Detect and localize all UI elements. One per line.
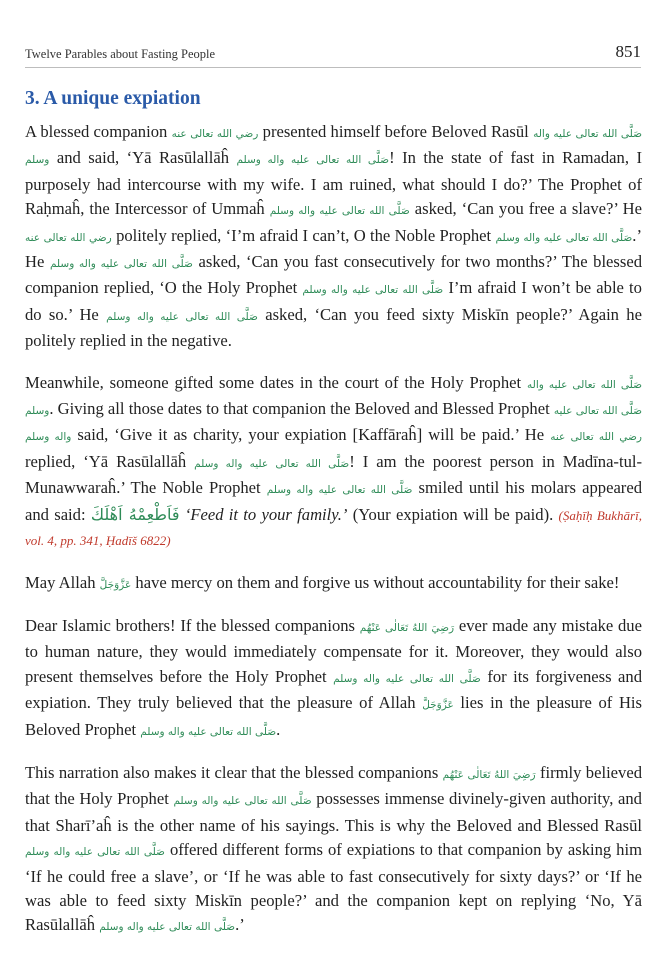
running-title: Twelve Parables about Fasting People: [25, 47, 216, 61]
honorific-radi-anhu: رضي الله تعالى عنه: [550, 431, 642, 444]
text-span: ever made any mistake due to human nature, they would immediately compensate for it. Moreover, they would also present themselves before the Holy Prophet: [25, 615, 642, 686]
text-span: I’m afraid I won’t be able to do so.’ He: [25, 278, 642, 324]
text-span: Dear Islamic brothers! If the blessed companions: [25, 615, 356, 635]
text-span: and said, ‘Yā Rasūlallāĥ: [56, 148, 230, 168]
honorific-salla: صَلَّى الله تعالى عليه واله وسلم: [194, 457, 350, 470]
text-span: May Allah: [25, 572, 96, 592]
hadith-reference: (Ṣaḥīḥ Bukhārī, vol. 4, pp. 341, Ḥadīš 6822): [25, 507, 642, 549]
text-span: asked, ‘Can you fast consecutively for two months?’ The blessed companion replied, ‘O the Holy Prophet: [25, 252, 642, 298]
honorific-salla: صَلَّى الله تعالى عليه واله وسلم: [106, 310, 258, 323]
honorific-salla: صَلَّى الله تعالى عليه واله وسلم: [25, 378, 642, 418]
text-span: replied, ‘Yā Rasūlallāĥ: [25, 451, 187, 471]
honorific-radi-anhum: رَضِيَ اللهُ تَعَالٰى عَنْهُم: [442, 768, 536, 781]
text-span: possesses immense divinely-given authority, and that Sharī’aĥ is the other name of his sayings. This is why the Beloved and Blessed Rasūl: [25, 789, 642, 835]
honorific-salla: صَلَّى الله تعالى عليه واله وسلم: [266, 484, 413, 497]
section-title: 3. A unique expiation: [25, 88, 201, 109]
text-span: Meanwhile, someone gifted some dates in the court of the Holy Prophet: [25, 372, 522, 392]
honorific-radi-anhu: رضي الله تعالى عنه: [171, 128, 259, 140]
text-span: ! In the state of fast in Ramadan, I purposely had intercourse with my wife. I am ruined, what should I do?’ The Prophet of Raḥmaĥ, the Intercessor of Ummaĥ: [25, 148, 642, 219]
text-span: . Giving all those dates to that companion the Beloved and Blessed Prophet: [49, 399, 550, 419]
text-span: This narration also makes it clear that the blessed companions: [25, 762, 439, 782]
page-number: 851: [615, 42, 641, 61]
paragraph-4: [25, 614, 642, 744]
text-span: ! I am the poorest person in Madīna-tul-Munawwaraĥ.’ The Noble Prophet: [25, 451, 642, 498]
text-span: have mercy on them and forgive us without accountability for their sake!: [135, 572, 620, 592]
honorific-salla: صَلَّى الله تعالى عليه واله وسلم: [173, 795, 312, 808]
honorific-salla: صَلَّى الله تعالى عليه واله وسلم: [25, 128, 642, 167]
text-span: .’: [235, 915, 245, 935]
text-span: offered different forms of expiations to that companion by asking him ‘If he could free a slave’, or ‘If he was able to fast consecutively for sixty days?’ or ‘If he was able to feed sixty Miskīn people?’ and the companion kept on replying ‘No, Yā Rasūlallāĥ: [25, 840, 642, 935]
body-text: [25, 120, 642, 957]
honorific-salla: صَلَّى الله تعالى عليه واله وسلم: [25, 405, 643, 444]
honorific-salla: صَلَّى الله تعالى عليه واله وسلم: [236, 154, 390, 167]
honorific-azza-wajal: عَزَّوَجَلَّ: [99, 578, 132, 591]
text-span: (Your expiation will be paid).: [352, 504, 554, 524]
text-span: asked, ‘Can you feed sixty Miskīn people?’ Again he politely replied in the negative.: [25, 304, 642, 351]
honorific-radi-anhum: رَضِيَ اللهُ تَعَالٰى عَنْهُم: [359, 621, 455, 634]
text-span: said, ‘Give it as charity, your expiation [Kaffāraĥ] will be paid.’ He: [77, 425, 545, 445]
honorific-salla: صَلَّى الله تعالى عليه واله وسلم: [333, 672, 481, 685]
text-span: .’ He: [25, 225, 642, 272]
honorific-salla: صَلَّى الله تعالى عليه واله وسلم: [269, 205, 410, 218]
paragraph-5: [25, 761, 642, 940]
text-span: firmly believed that the Holy Prophet: [25, 762, 642, 809]
page-header: [25, 40, 641, 68]
text-span: .: [276, 719, 281, 739]
paragraph-2: [25, 371, 642, 554]
honorific-salla: صَلَّى الله تعالى عليه واله وسلم: [99, 921, 236, 934]
text-span: smiled until his molars appeared and said:: [25, 478, 642, 524]
quote-translation: ‘Feed it to your family.’: [184, 504, 348, 524]
text-span: asked, ‘Can you free a slave?’ He: [414, 199, 642, 219]
paragraph-3: [25, 571, 642, 597]
honorific-salla: صَلَّى الله تعالى عليه واله وسلم: [49, 258, 193, 271]
honorific-azza-wajal: عَزَّوَجَلَّ: [422, 699, 454, 712]
arabic-quote: فَاَطْعِمْهُ اَهْلَكَ: [90, 504, 180, 524]
paragraph-1: [25, 120, 642, 354]
honorific-salla: صَلَّى الله تعالى عليه واله وسلم: [140, 725, 277, 738]
honorific-salla: صَلَّى الله تعالى عليه واله وسلم: [25, 846, 165, 859]
text-span: presented himself before Beloved Rasūl: [262, 122, 529, 141]
text-span: A blessed companion: [25, 122, 168, 141]
honorific-salla: صَلَّى الله تعالى عليه واله وسلم: [495, 231, 633, 244]
text-span: for its forgiveness and expiation. They truly believed that the pleasure of Allah: [25, 666, 642, 713]
honorific-salla: صَلَّى الله تعالى عليه واله وسلم: [302, 284, 444, 297]
honorific-radi-anhu: رضي الله تعالى عنه: [25, 231, 112, 244]
text-span: politely replied, ‘I’m afraid I can’t, O the Noble Prophet: [116, 225, 492, 245]
text-span: lies in the pleasure of His Beloved Prophet: [25, 693, 642, 739]
